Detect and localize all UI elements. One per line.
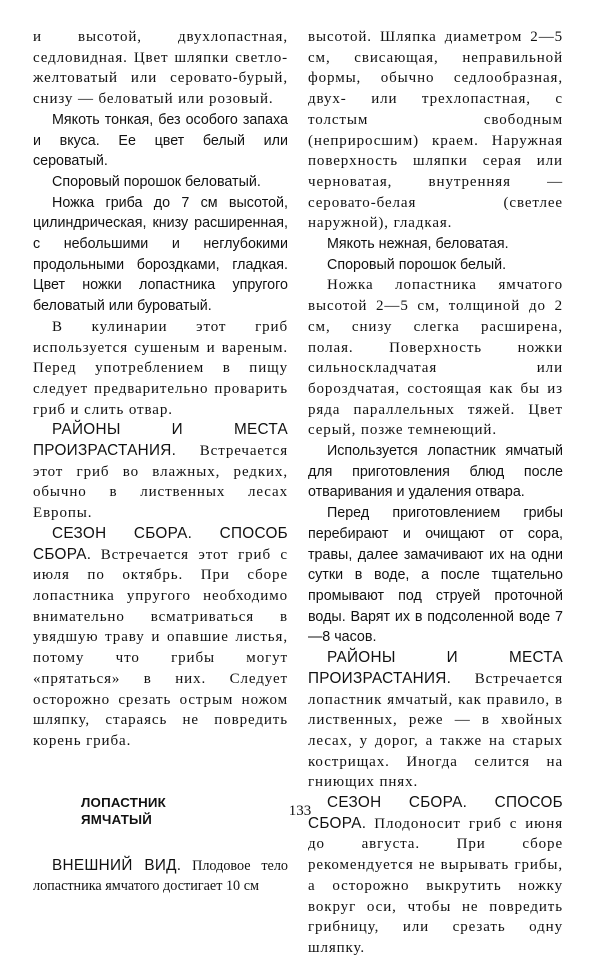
left-section-season: [33, 524, 288, 752]
left-paragraph-3: Споровый порошок беловатый.: [52, 173, 261, 190]
right-paragraph-5: Используется лопастник ямчатый для приготовления блюд после отваривания и удаления отвара.: [308, 443, 563, 501]
left-paragraph-4: Ножка гриба до 7 см высотой, цилиндрическая, книзу расширенная, с небольшими и неглубокими продольными бороздками, гладкая. Цвет ножки лопастника упругого беловатый или буроватый.: [33, 194, 288, 315]
right-paragraph-2: Мякоть нежная, беловатая.: [327, 236, 509, 253]
section-text-season-right: Плодоносит гриб с июня до августа. При сборе рекомендуется не вырывать грибы, а осторожно выкрутить ножку вокруг оси, чтобы не повредить грибницу, или срезать одну шляпку.: [308, 815, 563, 956]
section-text-regions-right: Встречается лопастник ямчатый, как правило, в лиственных, реже — в хвойных лесах, у дорог, а также на старых кострищах. Иногда селится на гниющих пнях.: [308, 670, 563, 791]
section-text-appearance: Плодовое тело лопастника ямчатого достигает 10 см: [33, 857, 288, 895]
section-text-regions: Встречается этот гриб во влажных, редких, обычно в лиственных лесах Европы.: [33, 443, 288, 522]
page-number: 133: [288, 803, 312, 819]
left-column: [33, 27, 288, 897]
right-paragraph-4: Ножка лопастника ямчатого высотой 2—5 см, толщиной до 2 см, снизу слегка расширена, полая. Поверхность ножки сильноскладчатая или бороздчатая, состоящая как бы из ряда параллельных тяжей. Цвет серый, позже темнеющий.: [308, 277, 563, 439]
left-section-appearance: [33, 856, 288, 897]
section-heading-season-right: СЕЗОН СБОРА. СПОСОБ СБОРА.: [308, 794, 563, 832]
left-paragraph-5: В кулинарии этот гриб используется сушеным и вареным. Перед употреблением в пищу следует предварительно проварить гриб и слить отвар.: [33, 318, 288, 418]
section-heading-appearance: ВНЕШНИЙ ВИД.: [52, 856, 182, 874]
right-paragraph-6: Перед приготовлением грибы перебирают и очищают от сора, травы, далее замачивают их на одни сутки в воде, а после тщательно промывают под струей проточной воды. Варят их в подсоленной воде 7—8 часов.: [308, 505, 563, 646]
section-heading-season: СЕЗОН СБОРА. СПОСОБ СБОРА.: [33, 524, 288, 563]
section-heading-regions-right: РАЙОНЫ И МЕСТА ПРОИЗРАСТАНИЯ.: [308, 649, 563, 687]
left-section-regions: [33, 420, 288, 524]
section-heading-regions: РАЙОНЫ И МЕСТА ПРОИЗРАСТАНИЯ.: [33, 421, 288, 460]
left-paragraph-1: и высотой, двухлопастная, седловидная. Цвет шляпки светло-желтоватый или серовато-бурый, снизу — беловатый или розовый.: [33, 29, 288, 108]
right-section-regions: [308, 648, 563, 793]
article-heading-line-1: ЛОПАСТНИК: [81, 794, 166, 810]
left-paragraph-2: Мякоть тонкая, без особого запаха и вкуса. Ее цвет белый или сероватый.: [33, 111, 288, 170]
right-paragraph-3: Споровый порошок белый.: [327, 256, 507, 273]
right-paragraph-1: высотой. Шляпка диаметром 2—5 см, свисающая, неправильной формы, обычно седлообразная, двух- или трехлопастная, с толстым свободным (неприросшим) краем. Наружная поверхность шляпки серая или черноватая, внутренняя — серовато-белая (светлее наружной), гладкая.: [308, 29, 563, 232]
section-text-season: Встречается этот гриб с июля по октябрь. При сборе лопастника упругого необходимо внимательно всматриваться в увядшую траву и опавшие листья, потому что грибы могут «прятаться» в них. Следует осторожно срезать острым ножом шляпку, стараясь не повредить корень гриба.: [33, 546, 288, 749]
article-heading-line-2: ЯМЧАТЫЙ: [81, 811, 153, 827]
